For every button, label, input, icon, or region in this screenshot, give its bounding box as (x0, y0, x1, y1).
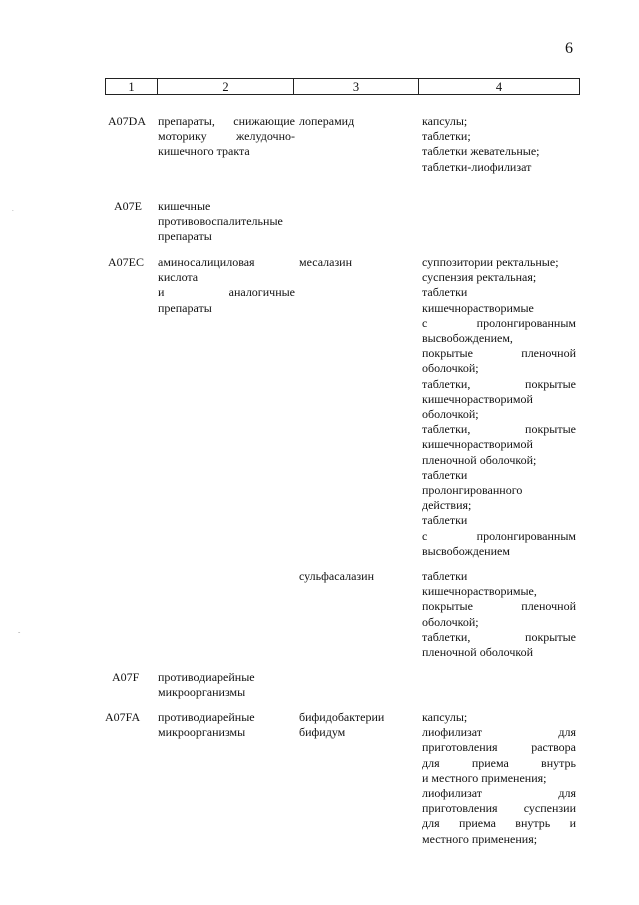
form-line-part: покрытые (525, 422, 576, 437)
form-line: оболочкой; (422, 614, 479, 629)
form-line-part: с (422, 315, 428, 330)
form-line-part: суспензии (523, 801, 576, 816)
page-number: 6 (565, 40, 573, 57)
form-line-part: для (558, 725, 576, 740)
name-line-part: препараты, (158, 114, 215, 128)
form-line-part: покрытые (525, 629, 576, 644)
form-line-part: внутрь (541, 755, 576, 770)
row-name (158, 199, 295, 245)
row-code: A07FA (105, 710, 141, 724)
form-line: кишечнорастворимые, (422, 584, 537, 599)
name-line: аминосалициловая (158, 255, 255, 269)
margin-mark: . (12, 205, 14, 213)
form-line: оболочкой; (422, 361, 479, 376)
form-line-part: покрытые (525, 376, 576, 391)
form-line-part: таблетки, (422, 422, 471, 437)
name-line (158, 114, 295, 129)
form-line (422, 725, 576, 740)
form-line: высвобождением, (422, 331, 513, 346)
form-line-part: раствора (531, 740, 576, 755)
name-line: кислота (158, 270, 199, 285)
row-name (158, 710, 295, 740)
form-line-part: приготовления (422, 801, 498, 816)
name-line: препараты (158, 229, 212, 244)
form-line (422, 529, 576, 544)
row-name (158, 114, 295, 160)
name-line: противодиарейные (158, 670, 255, 684)
dosage-forms (422, 569, 576, 660)
form-line-part: и (569, 816, 576, 831)
name-line-part: снижающие (233, 114, 295, 128)
form-line: кишечнорастворимой (422, 437, 533, 452)
form-line: таблетки (422, 513, 468, 528)
form-line: таблетки-лиофилизат (422, 159, 532, 174)
form-line: действия; (422, 498, 472, 513)
form-line-part: пленочной (521, 346, 576, 361)
form-line (422, 756, 576, 771)
form-line-part: покрытые (422, 346, 473, 361)
form-line-part: внутрь (515, 816, 551, 831)
name-line-part: желудочно- (236, 129, 295, 144)
header-col-4: 4 (419, 78, 580, 95)
form-line (422, 740, 576, 755)
row-name (158, 670, 295, 700)
form-line-part: приема (471, 755, 509, 770)
form-line (422, 786, 576, 801)
form-line: таблетки (422, 569, 468, 583)
form-line-part: пленочной (521, 599, 576, 614)
name-line: противодиарейные (158, 710, 255, 724)
form-line: таблетки; (422, 129, 471, 144)
form-line (422, 599, 576, 614)
form-line (422, 816, 576, 831)
name-line-part: аналогичные (228, 285, 295, 300)
row-name (158, 255, 295, 316)
form-line: таблетки (422, 467, 468, 482)
name-line: микроорганизмы (158, 685, 246, 700)
dosage-forms (422, 114, 576, 175)
drug-name: лоперамид (299, 114, 355, 128)
form-line: таблетки (422, 285, 468, 300)
form-line (422, 630, 576, 645)
form-line: суспензия ректальная; (422, 270, 537, 285)
row-code: A07E (114, 199, 142, 213)
form-line-part: лиофилизат (422, 725, 483, 740)
name-line: кишечного тракта (158, 144, 250, 159)
drug-line: бифидум (299, 725, 346, 740)
name-line: микроорганизмы (158, 725, 246, 740)
form-line-part: пролонгированным (476, 528, 576, 543)
form-line-part: лиофилизат (422, 786, 483, 801)
name-line-part: и (158, 285, 165, 300)
form-line (422, 422, 576, 437)
name-line (158, 129, 295, 144)
name-line-part: моторику (158, 129, 207, 144)
form-line-part: с (422, 528, 428, 543)
form-line: капсулы; (422, 710, 468, 724)
form-line: оболочкой; (422, 407, 479, 422)
drug-line: бифидобактерии (299, 710, 385, 724)
drug-name: месалазин (299, 255, 353, 269)
form-line: и местного применения; (422, 770, 547, 785)
name-line: препараты (158, 300, 212, 315)
name-line (158, 285, 295, 300)
form-line (422, 377, 576, 392)
form-line-part: приготовления (422, 740, 498, 755)
form-line: суппозитории ректальные; (422, 255, 559, 269)
form-line: пленочной оболочкой (422, 645, 534, 660)
row-code: A07DA (108, 114, 146, 128)
form-line-part: приема (458, 816, 496, 831)
name-line: противовоспалительные (158, 214, 283, 229)
header-col-2: 2 (158, 78, 294, 95)
form-line-part: таблетки, (422, 629, 471, 644)
form-line-part: для (422, 816, 440, 831)
row-code: A07F (112, 670, 140, 684)
header-col-3: 3 (294, 78, 419, 95)
form-line: капсулы; (422, 114, 468, 128)
form-line: таблетки жевательные; (422, 144, 540, 159)
form-line: пленочной оболочкой; (422, 452, 537, 467)
form-line (422, 801, 576, 816)
form-line (422, 346, 576, 361)
form-line-part: для (422, 755, 440, 770)
form-line: пролонгированного (422, 483, 523, 498)
header-col-1: 1 (105, 78, 158, 95)
form-line: высвобождением (422, 543, 510, 558)
drug-name (299, 710, 384, 740)
form-line: местного применения; (422, 831, 538, 846)
margin-mark: - (18, 628, 21, 636)
form-line: кишечнорастворимой (422, 391, 533, 406)
form-line-part: покрытые (422, 599, 473, 614)
dosage-forms (422, 255, 576, 559)
name-line: кишечные (158, 199, 211, 213)
form-line-part: пролонгированным (476, 315, 576, 330)
dosage-forms (422, 710, 576, 847)
drug-name: сульфасалазин (299, 569, 375, 583)
form-line: кишечнорастворимые (422, 300, 534, 315)
row-code: A07EC (108, 255, 144, 269)
form-line-part: для (558, 786, 576, 801)
form-line (422, 316, 576, 331)
form-line-part: таблетки, (422, 376, 471, 391)
